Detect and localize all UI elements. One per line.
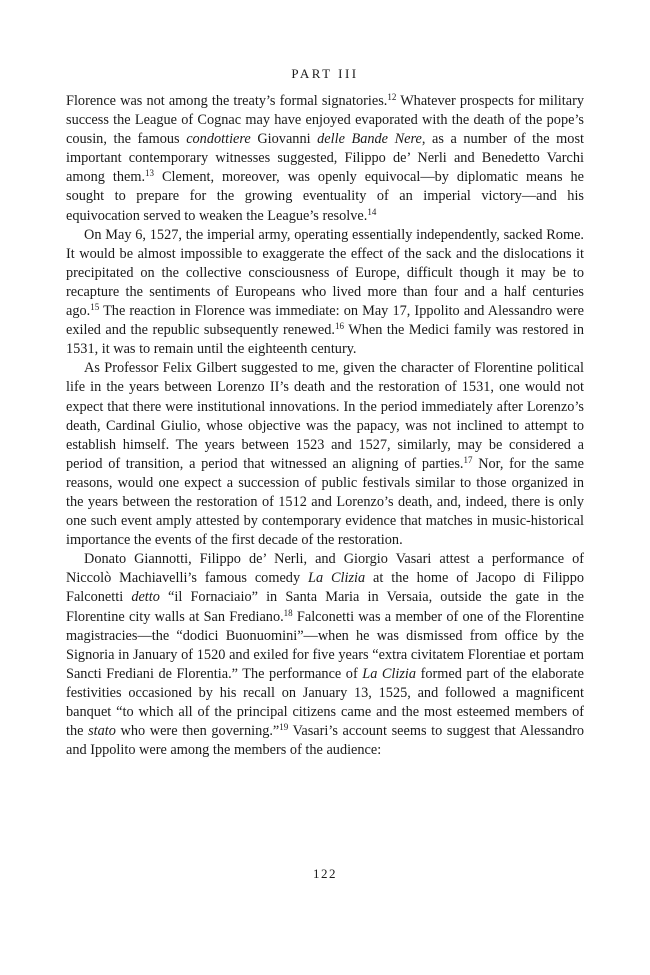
text-run: Giovanni [250,131,318,148]
footnote-ref: 15 [90,302,100,313]
book-page [66,0,584,975]
paragraph [66,92,584,226]
text-run: As Professor Felix Gilbert suggested to me, given the character of Florentine political life in the years between Lorenzo II’s death and the restoration of 1531, one would not expect that there were institutional innovations. In the period immediately after Lorenzo’s death, Cardinal Giulio, whose objective was the papacy, was not inclined to attempt to establish himself. The years between 1523 and 1527, similarly, may be considered a period of transition, a period that witnessed an aligning of parties. [66,360,584,472]
italic-text: detto [131,589,160,606]
italic-text: La Clizia [362,665,417,682]
text-run: Clement, moreover, was openly equivocal—by diplomatic means he sought to prepare for the growing eventuality of an imperial victory—and his equivocation served to weaken the League’s resolve. [66,169,584,224]
footnote-ref: 14 [367,206,377,217]
running-head: PART III [291,66,359,81]
text-run: formed part of the elaborate festivities occasioned by his recall on January 13, 1525, and followed a magnificent banquet “to which all of the principal citizens came and the most esteemed members of the [66,665,584,740]
text-run: “il Fornaciaio” in Santa Maria in Versaia, outside the gate in the Florentine city walls at San Frediano. [66,589,585,625]
text-run: at the home of Jacopo di Filippo Falconetti [66,570,584,606]
text-run: The reaction in Florence was immediate: on May 17, Ippolito and Alessandro were exiled and the republic subsequently renewed. [66,303,584,339]
text-run: Nor, for the same reasons, would one expect a succession of public festivals similar to those organized in the years between the restoration of 1512 and Lorenzo’s death, and, indeed, there is only one such event amply attested by contemporary evidence that matches in music-historical importance the events of the first decade of the restoration. [66,455,585,549]
paragraph [66,359,584,550]
text-run: who were then governing.” [115,723,280,740]
text-run: On May 6, 1527, the imperial army, operating essentially independently, sacked Rome. It would be almost impossible to exaggerate the effect of the sack and the dislocations it precipitated on the collective consciousness of Europe, difficult though it may be to recapture the sentiments of Europeans who lived more than four and a half centuries ago. [66,226,584,320]
text-run: Whatever prospects for military success the League of Cognac may have enjoyed evaporated with the death of the pope’s cousin, the famous [66,93,584,148]
footnote-ref: 19 [279,722,289,733]
body-text [66,92,584,760]
text-run: , as a number of the most important contemporary witnesses suggested, Filippo de’ Nerli and Benedetto Varchi among them. [66,131,584,186]
italic-text: delle Bande Nere [317,131,422,148]
text-run: When the Medici family was restored in 1531, it was to remain until the eighteenth century. [66,322,584,358]
italic-text: condottiere [186,131,251,148]
footnote-ref: 16 [335,321,344,332]
footnote-ref: 13 [145,168,155,179]
italic-text: stato [88,723,116,740]
footnote-ref: 18 [283,607,293,618]
page-number: 122 [313,866,337,881]
text-run: Falconetti was a member of one of the Florentine magistracies—the “dodici Buonuomini”—when he was dismissed from office by the Signoria in January of 1520 and exiled for five years “extra civitatem Florentiae et portam Sancti Frediani de Florentia.” The performance of [66,608,584,682]
paragraph [66,226,584,360]
text-run: Donato Giannotti, Filippo de’ Nerli, and Giorgio Vasari attest a performance of Niccolò Machiavelli’s famous comedy [66,551,584,587]
italic-text: La Clizia [308,570,366,587]
footnote-ref: 17 [463,454,473,465]
footnote-ref: 12 [387,92,397,102]
paragraph [66,550,584,760]
text-run: Vasari’s account seems to suggest that Alessandro and Ippolito were among the members of the audience: [66,723,585,759]
text-run: Florence was not among the treaty’s formal signatories. [66,93,388,109]
